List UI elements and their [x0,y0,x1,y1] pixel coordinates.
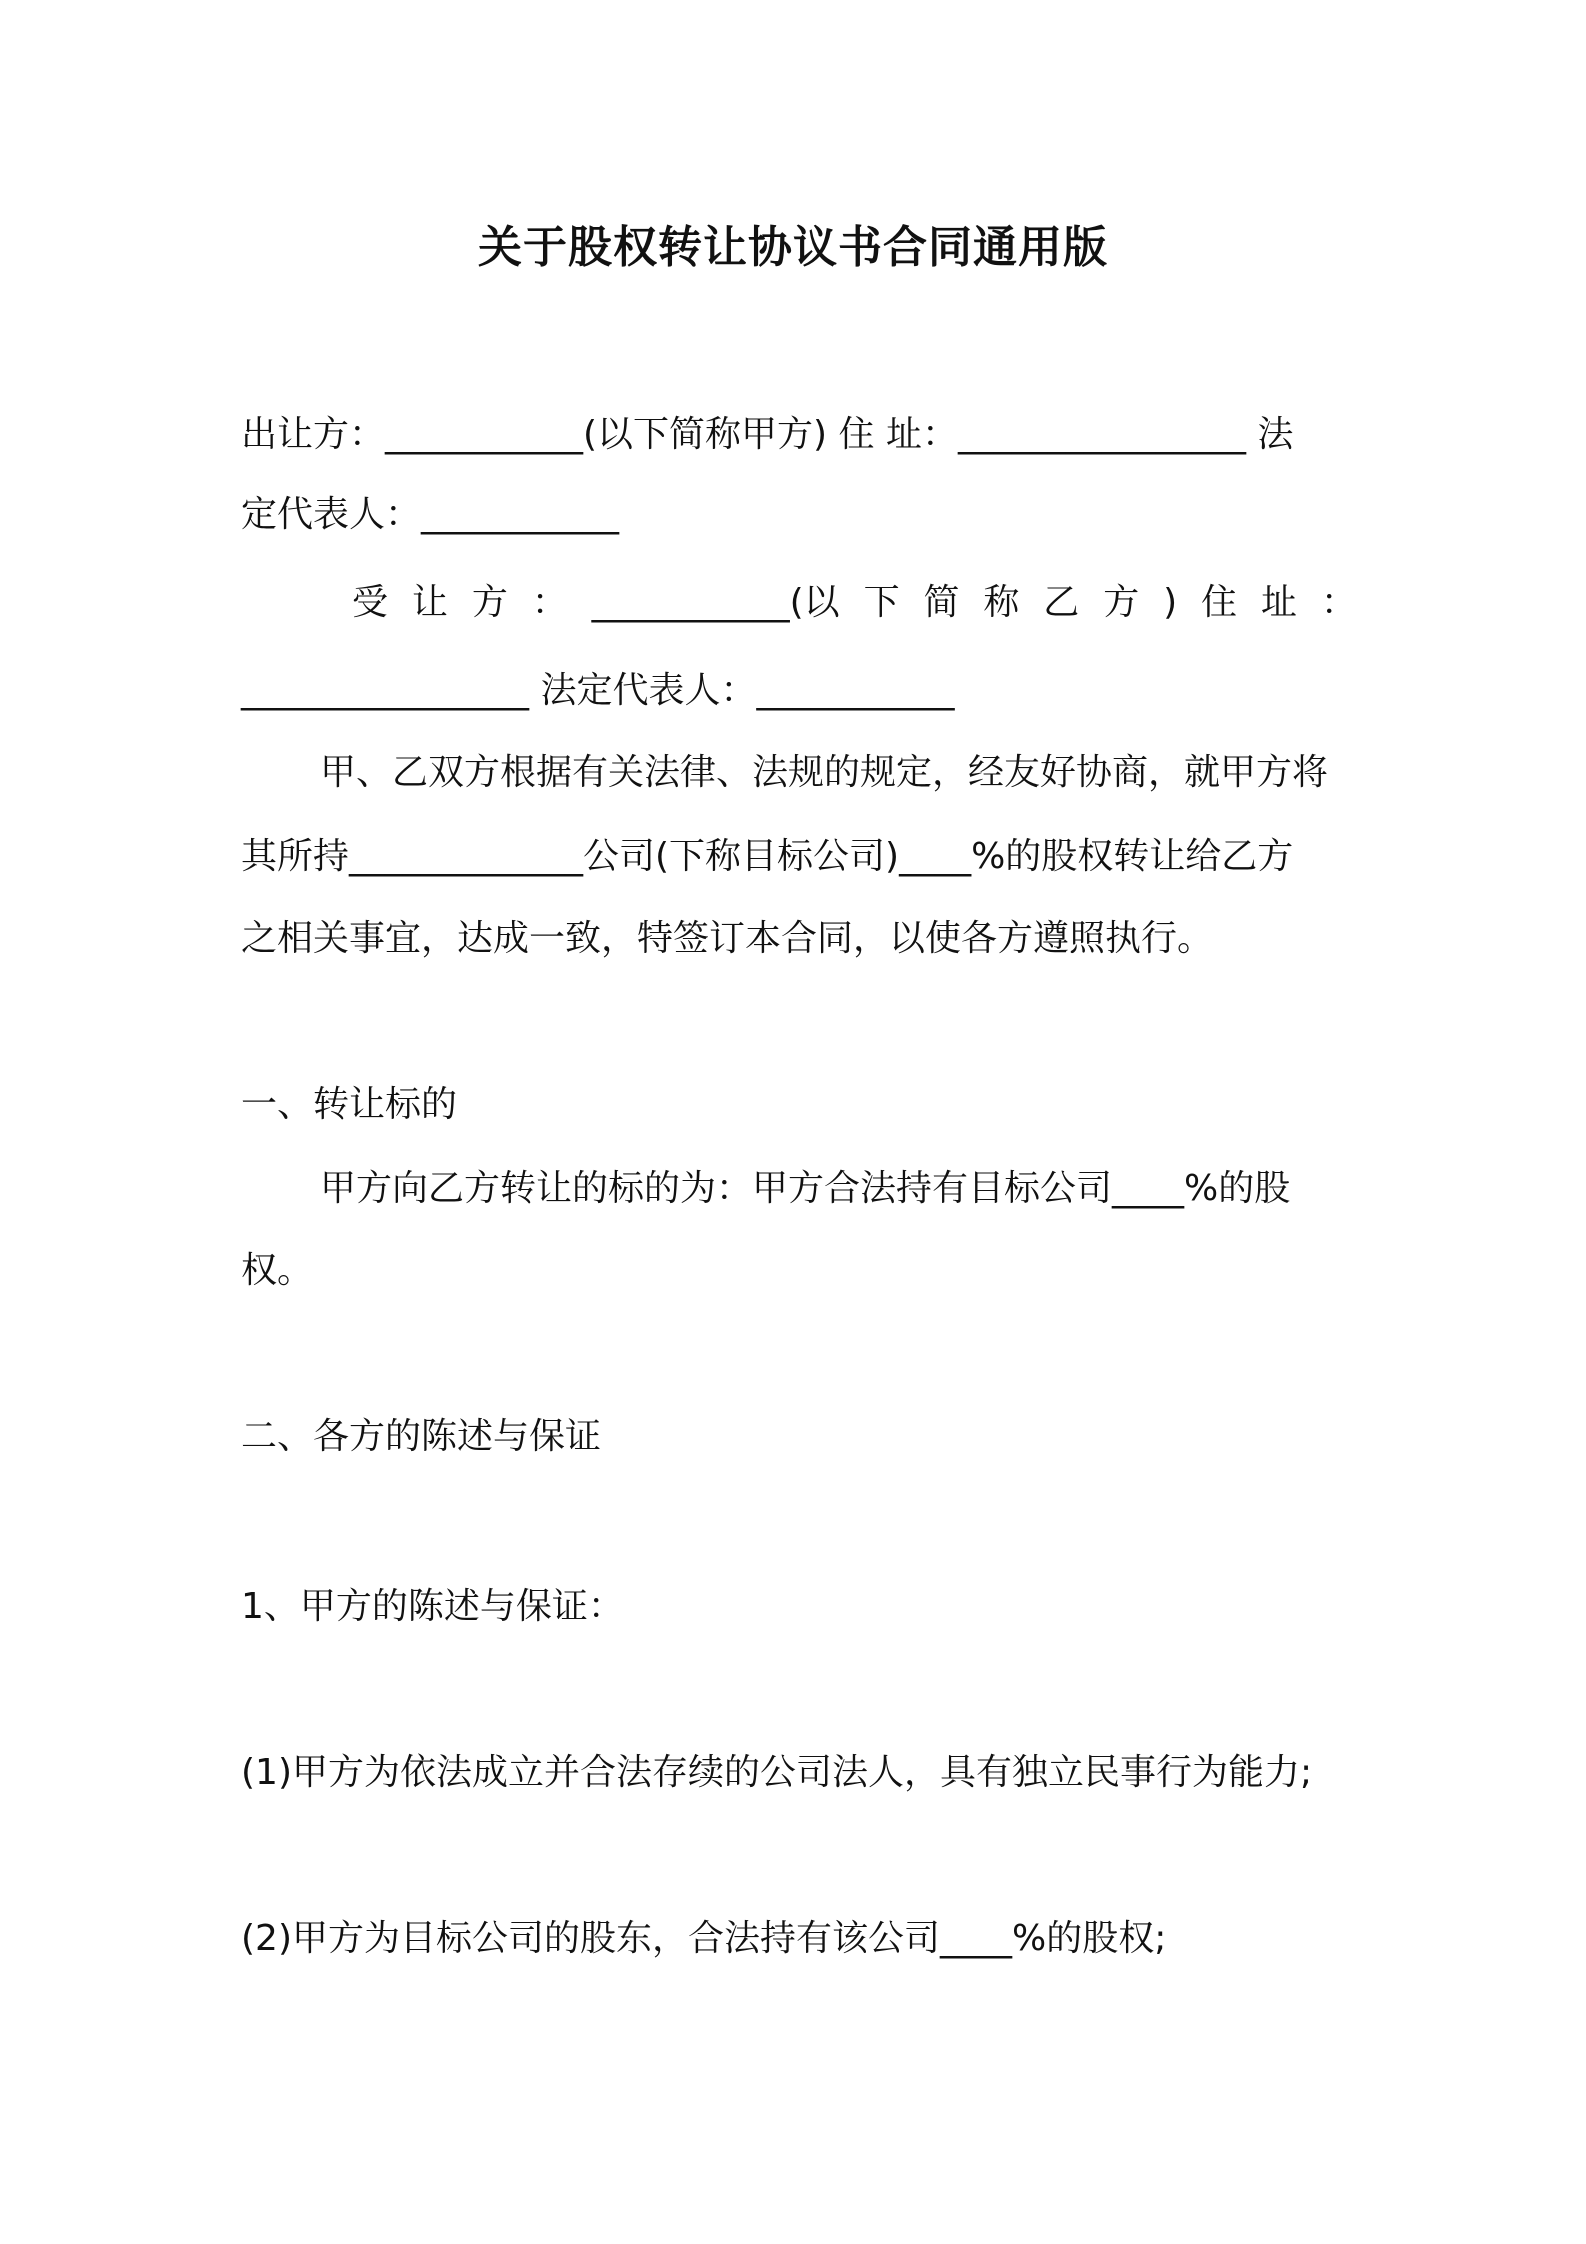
party-b-word: 乙 [1043,582,1080,623]
party-b-line-1 [352,578,1357,628]
party-b-word: 简 [923,582,960,623]
section-2-heading: 二、各方的陈述与保证 [241,1416,602,1457]
section-2-item-2: (2)甲方为目标公司的股东，合法持有该公司____%的股权; [241,1918,1167,1959]
intro-line-2: 其所持_____________公司(下称目标公司)____%的股权转让给乙方 [241,836,1294,877]
party-b-word: 址 [1260,582,1297,623]
section-1-heading: 一、转让标的 [241,1084,458,1125]
party-b-word: ___________(以 [591,582,840,623]
intro-line-1: 甲、乙双方根据有关法律、法规的规定，经友好协商，就甲方将 [320,752,1329,793]
party-a-line-2: 定代表人：___________ [241,494,620,535]
party-b-word: 方 [471,582,508,623]
section-2-sub-1-heading: 1、甲方的陈述与保证： [241,1586,624,1627]
section-1-para-line-2: 权。 [241,1250,314,1291]
party-b-word: ： [531,582,568,623]
party-b-word: ： [1320,582,1357,623]
party-b-word: ) [1163,582,1178,623]
party-b-word: 下 [863,582,900,623]
party-b-line-2: ________________ 法定代表人：___________ [241,670,955,711]
document-title: 关于股权转让协议书合同通用版 [478,222,1108,273]
intro-line-3: 之相关事宜，达成一致，特签订本合同，以使各方遵照执行。 [241,918,1214,959]
party-b-word: 称 [983,582,1020,623]
section-1-para-line-1: 甲方向乙方转让的标的为：甲方合法持有目标公司____%的股 [320,1168,1291,1209]
party-b-word: 让 [411,582,448,623]
party-b-word: 受 [352,582,389,623]
section-2-item-1: (1)甲方为依法成立并合法存续的公司法人，具有独立民事行为能力; [241,1752,1313,1793]
party-b-word: 方 [1103,582,1140,623]
party-b-word: 住 [1201,582,1238,623]
party-a-line-1: 出让方：___________(以下简称甲方) 住 址：________________ 法 [241,414,1294,455]
